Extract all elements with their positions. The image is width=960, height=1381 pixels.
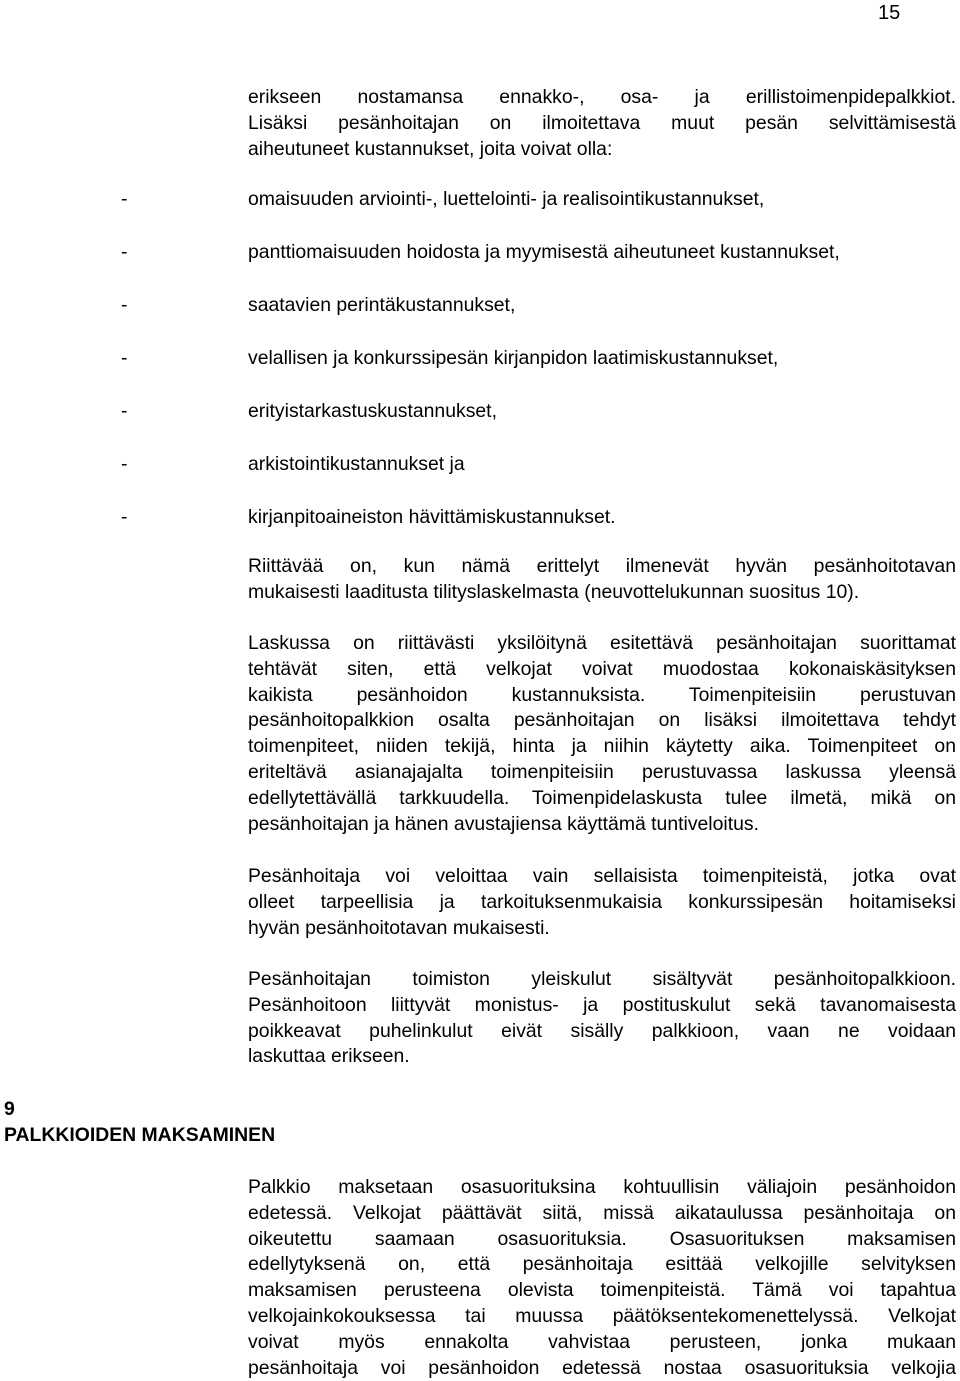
text-line: edetessä. Velkojat päättävät siitä, missä aikataulussa pesänhoitaja on — [248, 1201, 956, 1224]
section-heading — [4, 1096, 275, 1148]
list-item — [0, 451, 960, 504]
text-line: pesänhoitopalkkion osalta pesänhoitajan on lisäksi ilmoitettava tehdyt — [248, 709, 956, 732]
text-line: Lisäksi pesänhoitajan on ilmoitettava muut pesän selvittämisestä — [248, 112, 956, 134]
text-line: olleet tarpeellisia ja tarkoituksenmukaisia konkurssipesän hoitamiseksi — [248, 890, 956, 913]
text-line: kaikista pesänhoidon kustannuksista. Toimenpiteisiin perustuvan — [248, 683, 956, 706]
text-line: erikseen nostamansa ennakko-, osa- ja erillistoimenpidepalkkiot. — [248, 86, 956, 108]
text-line: pesänhoitaja voi pesänhoidon edetessä nostaa osasuorituksia velkojia — [248, 1356, 956, 1379]
page-number: 15 — [878, 2, 901, 24]
text-line: Pesänhoitoon liittyvät monistus- ja postituskulut sekä tavanomaisesta — [248, 993, 956, 1016]
text-line: tehtävät siten, että velkojat voivat muodostaa kokonaiskäsityksen — [248, 657, 956, 680]
text-line: poikkeavat puhelinkulut eivät sisälly palkkioon, vaan ne voidaan — [248, 1019, 956, 1042]
text-line: hyvän pesänhoitotavan mukaisesti. — [248, 916, 550, 939]
text-line: velkojainkokouksessa tai muussa päätöksentekomenettelyssä. Velkojat — [248, 1304, 956, 1327]
list-item — [0, 398, 960, 451]
list-item-text: kirjanpitoaineiston hävittämiskustannukset. — [248, 506, 616, 528]
bullet-dash: - — [121, 347, 128, 369]
bullet-dash: - — [121, 453, 128, 475]
text-line: edellytettävällä tarkkuudella. Toimenpidelaskusta tulee ilmetä, mikä on — [248, 786, 956, 809]
paragraph-necessary-actions — [248, 864, 956, 941]
text-line: toimenpiteet, niiden tekijä, hinta ja niihin käytetty aika. Toimenpiteet on — [248, 735, 956, 758]
intro-paragraph — [248, 84, 956, 162]
list-item — [0, 345, 960, 398]
text-line: Pesänhoitajan toimiston yleiskulut sisältyvät pesänhoitopalkkioon. — [248, 968, 956, 990]
text-line: Pesänhoitaja voi veloittaa vain sellaisista toimenpiteistä, jotka ovat — [248, 865, 956, 887]
list-item-text: panttiomaisuuden hoidosta ja myymisestä aiheutuneet kustannukset, — [248, 241, 840, 263]
text-line: eriteltävä asianajajalta toimenpiteisiin perustuvassa laskussa yleensä — [248, 760, 956, 783]
list-item-text: erityistarkastuskustannukset, — [248, 400, 497, 422]
text-line: laskuttaa erikseen. — [248, 1045, 410, 1068]
text-line: oikeutettu saamaan osasuorituksia. Osasuorituksen maksamisen — [248, 1227, 956, 1250]
text-line: voivat myös ennakolta vahvistaa perusteen, jonka mukaan — [248, 1330, 956, 1353]
section-title: PALKKIOIDEN MAKSAMINEN — [4, 1124, 276, 1146]
text-line: maksamisen perusteena olevista toimenpiteistä. Tämä voi tapahtua — [248, 1279, 956, 1302]
list-item — [0, 292, 960, 345]
bullet-dash: - — [121, 400, 128, 422]
text-line: edellytyksenä on, että pesänhoitaja esittää velkojille selvityksen — [248, 1253, 956, 1276]
list-item-text: velallisen ja konkurssipesän kirjanpidon laatimiskustannukset, — [248, 347, 779, 369]
text-line: aiheutuneet kustannukset, joita voivat olla: — [248, 138, 613, 160]
section-number: 9 — [4, 1098, 15, 1120]
bullet-dash: - — [121, 241, 128, 263]
list-item — [0, 504, 960, 557]
text-line: Riittävää on, kun nämä erittelyt ilmenevät hyvän pesänhoitotavan — [248, 555, 956, 577]
list-item — [0, 239, 960, 292]
bullet-dash: - — [121, 294, 128, 316]
list-item-text: omaisuuden arviointi-, luettelointi- ja realisointikustannukset, — [248, 188, 765, 210]
paragraph-payment — [248, 1175, 956, 1381]
paragraph-office-costs — [248, 967, 956, 1070]
list-item-text: saatavien perintäkustannukset, — [248, 294, 516, 316]
text-line: Palkkio maksetaan osasuorituksina kohtuullisin väliajoin pesänhoidon — [248, 1176, 956, 1198]
text-line: pesänhoitajan ja hänen avustajiensa käyttämä tuntiveloitus. — [248, 812, 759, 835]
list-item-text: arkistointikustannukset ja — [248, 453, 465, 475]
text-line: mukaisesti laaditusta tilityslaskelmasta (neuvottelukunnan suositus 10). — [248, 580, 860, 603]
paragraph-sufficiency — [248, 554, 956, 606]
bullet-dash: - — [121, 506, 128, 528]
text-line: Laskussa on riittävästi yksilöitynä esitettävä pesänhoitajan suorittamat — [248, 632, 956, 654]
list-item — [0, 186, 960, 239]
paragraph-invoice-details — [248, 631, 956, 837]
bullet-dash: - — [121, 188, 128, 210]
cost-list — [0, 186, 960, 557]
